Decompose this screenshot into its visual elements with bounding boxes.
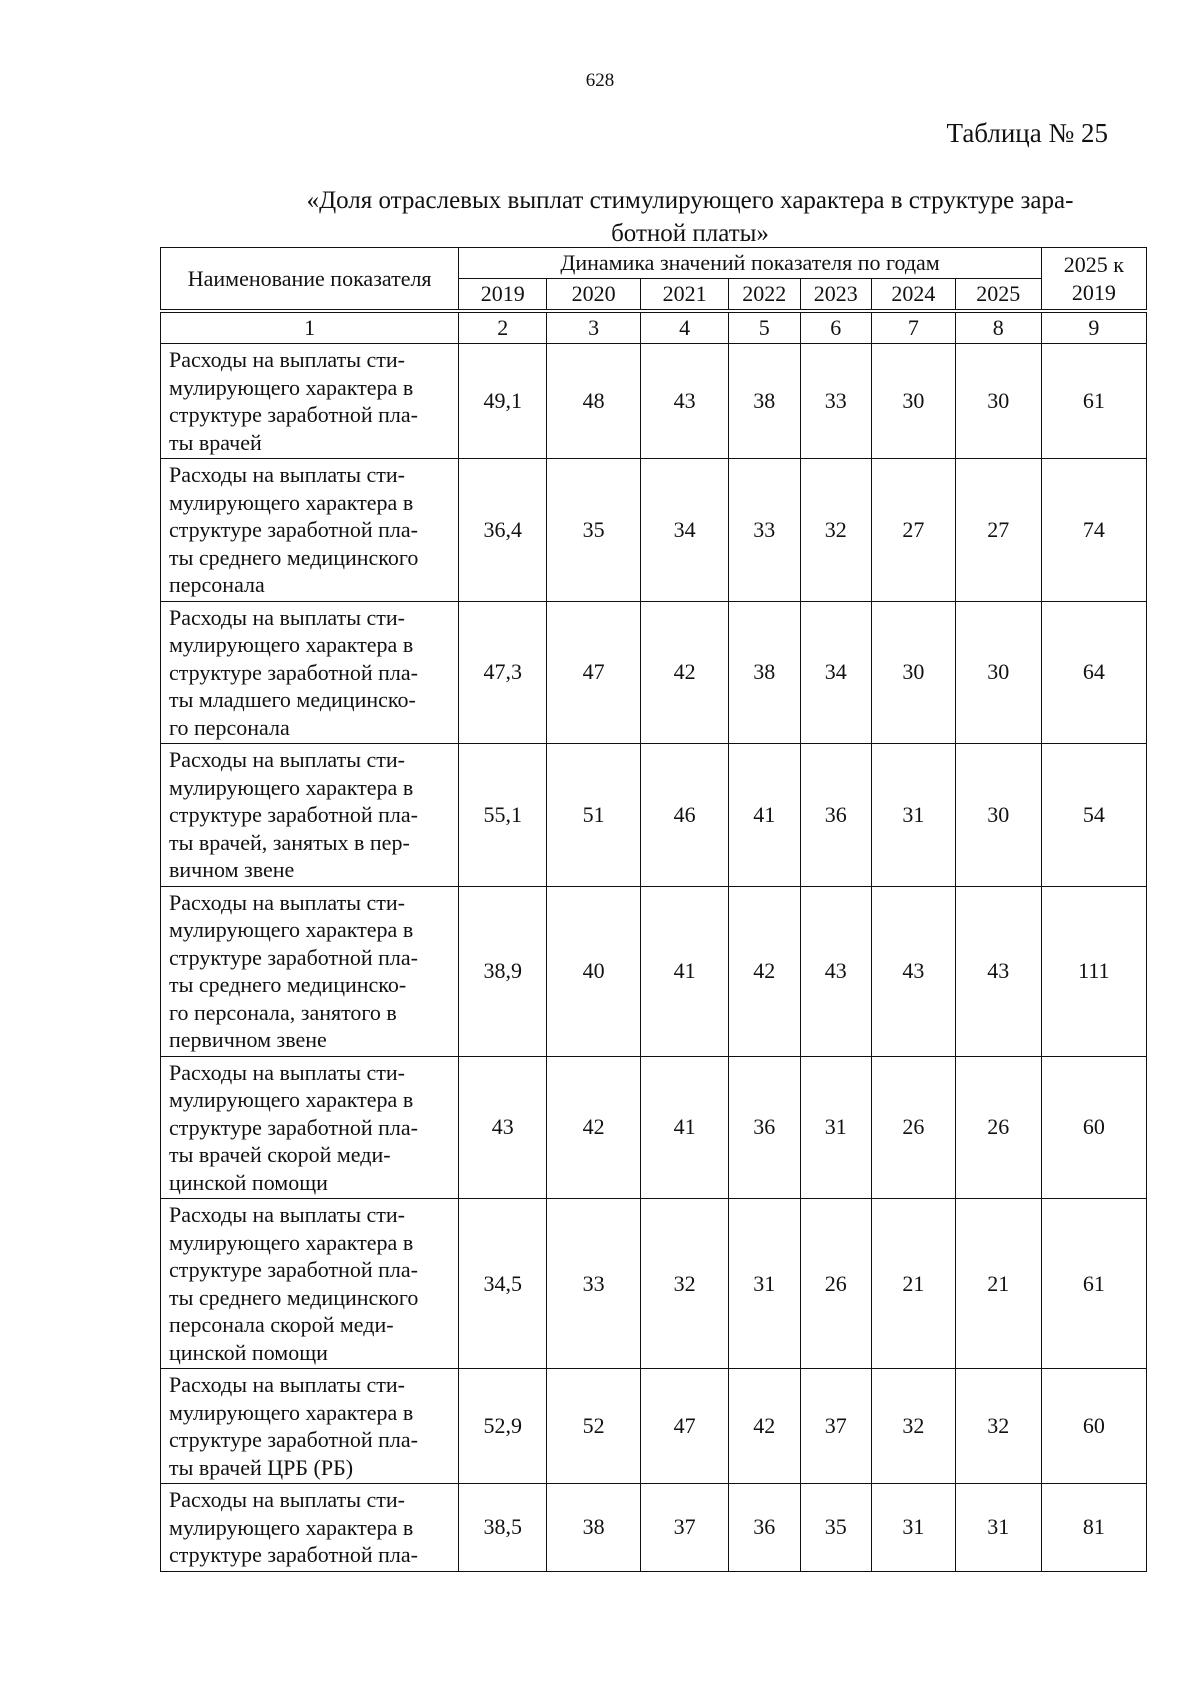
value-cell-2020: 47 — [547, 601, 641, 744]
indicator-name-line: ты среднего медицинского — [169, 1284, 419, 1310]
value-cell-2020: 48 — [547, 344, 641, 459]
indicator-table — [160, 247, 1147, 1572]
indicator-name-line: Расходы на выплаты сти- — [169, 1372, 406, 1397]
header-year-2024: 2024 — [872, 279, 956, 312]
header-ratio-line: 2019 — [1071, 279, 1116, 305]
value-cell-2024: 30 — [872, 344, 956, 459]
value-cell-2023: 33 — [800, 344, 872, 459]
value-cell-2021: 47 — [641, 1369, 729, 1484]
indicator-name-cell — [161, 1484, 459, 1572]
value-cell-2021: 42 — [641, 601, 729, 744]
indicator-name-line: Расходы на выплаты сти- — [169, 347, 406, 372]
value-cell-2023: 34 — [800, 601, 872, 744]
indicator-name-cell — [161, 744, 459, 887]
indicator-name-line: структуре заработной пла- — [169, 802, 418, 827]
header-year-2019: 2019 — [459, 279, 547, 312]
indicator-name-line: структуре заработной пла- — [169, 1114, 418, 1140]
table-label: Таблица № 25 — [946, 118, 1108, 148]
value-cell-2019: 34,5 — [459, 1199, 547, 1369]
value-cell-2020: 40 — [547, 886, 641, 1056]
value-cell-ratio: 61 — [1041, 344, 1146, 459]
value-cell-2023: 43 — [800, 886, 872, 1056]
value-cell-2025: 30 — [955, 344, 1041, 459]
indicator-name-line: го персонала — [169, 714, 290, 740]
value-cell-2025: 26 — [955, 1056, 1041, 1199]
value-cell-2022: 42 — [729, 1369, 801, 1484]
value-cell-2022: 31 — [729, 1199, 801, 1369]
table-row — [161, 1484, 1147, 1572]
indicator-name-cell — [161, 459, 459, 602]
indicator-name-line: мулирующего характера в — [169, 1229, 414, 1255]
indicator-name-line: Расходы на выплаты сти- — [169, 1059, 406, 1085]
value-cell-2024: 31 — [872, 744, 956, 887]
indicator-name-line: ты врачей, занятых в пер- — [169, 829, 410, 855]
table-row — [161, 459, 1147, 602]
header-ratio — [1041, 248, 1146, 312]
column-index-cell: 5 — [729, 311, 801, 344]
value-cell-2023: 32 — [800, 459, 872, 602]
indicator-name-line: первичном звене — [169, 1027, 327, 1052]
indicator-name-line: персонала скорой меди- — [169, 1312, 394, 1337]
indicator-name-line: мулирующего характера в — [169, 917, 414, 942]
value-cell-2025: 27 — [955, 459, 1041, 602]
indicator-name-cell — [161, 601, 459, 744]
header-year-2022: 2022 — [729, 279, 801, 312]
indicator-name-line: структуре заработной пла- — [169, 1542, 418, 1567]
indicator-name-line: цинской помощи — [169, 1339, 328, 1365]
header-year-2020: 2020 — [547, 279, 641, 312]
value-cell-2021: 34 — [641, 459, 729, 602]
column-index-cell: 4 — [641, 311, 729, 344]
table-row — [161, 1199, 1147, 1369]
indicator-name-line: структуре заработной пла- — [169, 944, 418, 970]
indicator-name-line: мулирующего характера в — [169, 774, 414, 800]
indicator-name-line: мулирующего характера в — [169, 1399, 414, 1425]
value-cell-2022: 36 — [729, 1056, 801, 1199]
indicator-name-line: структуре заработной пла- — [169, 402, 418, 427]
table-row — [161, 601, 1147, 744]
value-cell-ratio: 81 — [1041, 1484, 1146, 1572]
value-cell-2020: 38 — [547, 1484, 641, 1572]
column-index-row — [161, 311, 1147, 344]
indicator-name-line: ты среднего медицинского — [169, 544, 419, 570]
header-row — [161, 248, 1147, 279]
value-cell-ratio: 74 — [1041, 459, 1146, 602]
indicator-name-line: Расходы на выплаты сти- — [169, 462, 406, 487]
column-index-cell: 9 — [1041, 311, 1146, 344]
column-index-cell: 3 — [547, 311, 641, 344]
column-index-cell: 8 — [955, 311, 1041, 344]
value-cell-2024: 21 — [872, 1199, 956, 1369]
value-cell-2025: 30 — [955, 601, 1041, 744]
table-row — [161, 344, 1147, 459]
value-cell-2019: 55,1 — [459, 744, 547, 887]
value-cell-2020: 42 — [547, 1056, 641, 1199]
indicator-name-line: персонала — [169, 572, 265, 597]
indicator-name-line: Расходы на выплаты сти- — [169, 747, 406, 772]
table-row — [161, 1056, 1147, 1199]
indicator-name-line: ты врачей — [169, 429, 262, 455]
header-year-2025: 2025 — [955, 279, 1041, 312]
value-cell-ratio: 111 — [1041, 886, 1146, 1056]
header-year-dynamics: Динамика значений показателя по годам — [459, 248, 1041, 279]
document-title — [200, 184, 1180, 250]
value-cell-2024: 32 — [872, 1369, 956, 1484]
indicator-name-line: мулирующего характера в — [169, 489, 414, 515]
indicator-name-line: Расходы на выплаты сти- — [169, 1202, 406, 1227]
indicator-name-cell — [161, 1369, 459, 1484]
value-cell-ratio: 64 — [1041, 601, 1146, 744]
value-cell-2021: 41 — [641, 1056, 729, 1199]
indicator-name-cell — [161, 886, 459, 1056]
indicator-name-line: го персонала, занятого в — [169, 999, 397, 1025]
indicator-name-line: Расходы на выплаты сти- — [169, 889, 406, 915]
value-cell-2022: 36 — [729, 1484, 801, 1572]
value-cell-ratio: 61 — [1041, 1199, 1146, 1369]
value-cell-2023: 35 — [800, 1484, 872, 1572]
indicator-name-line: мулирующего характера в — [169, 1514, 414, 1540]
value-cell-2024: 30 — [872, 601, 956, 744]
indicator-name-line: ты среднего медицинско- — [169, 972, 407, 997]
indicator-name-line: Расходы на выплаты сти- — [169, 604, 406, 630]
indicator-name-line: цинской помощи — [169, 1169, 328, 1195]
indicator-name-line: вичном звене — [169, 857, 295, 882]
value-cell-2023: 36 — [800, 744, 872, 887]
value-cell-2023: 37 — [800, 1369, 872, 1484]
value-cell-2022: 38 — [729, 344, 801, 459]
value-cell-2019: 47,3 — [459, 601, 547, 744]
value-cell-2024: 31 — [872, 1484, 956, 1572]
value-cell-2025: 31 — [955, 1484, 1041, 1572]
column-index-cell: 6 — [800, 311, 872, 344]
value-cell-2023: 26 — [800, 1199, 872, 1369]
value-cell-2024: 27 — [872, 459, 956, 602]
value-cell-2022: 42 — [729, 886, 801, 1056]
indicator-name-line: ты младшего медицинско- — [169, 687, 416, 712]
column-index-cell: 7 — [872, 311, 956, 344]
column-index-cell: 2 — [459, 311, 547, 344]
value-cell-2022: 38 — [729, 601, 801, 744]
indicator-name-cell — [161, 1056, 459, 1199]
value-cell-2023: 31 — [800, 1056, 872, 1199]
table-row — [161, 886, 1147, 1056]
value-cell-2020: 51 — [547, 744, 641, 887]
page-number: 628 — [585, 70, 615, 91]
indicator-name-line: Расходы на выплаты сти- — [169, 1487, 406, 1512]
value-cell-2021: 43 — [641, 344, 729, 459]
value-cell-2019: 52,9 — [459, 1369, 547, 1484]
indicator-name-line: мулирующего характера в — [169, 374, 414, 400]
indicator-name-line: структуре заработной пла- — [169, 1257, 418, 1282]
column-index-cell: 1 — [161, 311, 459, 344]
value-cell-2019: 49,1 — [459, 344, 547, 459]
indicator-name-line: структуре заработной пла- — [169, 517, 418, 542]
indicator-name-line: структуре заработной пла- — [169, 659, 418, 685]
value-cell-2020: 35 — [547, 459, 641, 602]
indicator-name-cell — [161, 344, 459, 459]
value-cell-2019: 38,5 — [459, 1484, 547, 1572]
value-cell-2022: 41 — [729, 744, 801, 887]
value-cell-2019: 43 — [459, 1056, 547, 1199]
value-cell-2022: 33 — [729, 459, 801, 602]
header-year-2021: 2021 — [641, 279, 729, 312]
value-cell-2019: 36,4 — [459, 459, 547, 602]
value-cell-ratio: 54 — [1041, 744, 1146, 887]
indicator-name-line: ты врачей скорой меди- — [169, 1142, 391, 1167]
value-cell-2025: 30 — [955, 744, 1041, 887]
title-line: «Доля отраслевых выплат стимулирующего характера в структуре зара- — [306, 187, 1074, 214]
value-cell-2024: 43 — [872, 886, 956, 1056]
value-cell-2025: 21 — [955, 1199, 1041, 1369]
value-cell-2021: 41 — [641, 886, 729, 1056]
value-cell-ratio: 60 — [1041, 1056, 1146, 1199]
value-cell-2020: 33 — [547, 1199, 641, 1369]
indicator-name-cell — [161, 1199, 459, 1369]
indicator-name-line: ты врачей ЦРБ (РБ) — [169, 1454, 354, 1480]
header-indicator-name: Наименование показателя — [161, 248, 459, 312]
value-cell-2021: 46 — [641, 744, 729, 887]
title-line: ботной платы» — [611, 220, 769, 247]
table-row — [161, 744, 1147, 887]
indicator-name-line: мулирующего характера в — [169, 1087, 414, 1112]
indicator-name-line: мулирующего характера в — [169, 632, 414, 657]
value-cell-2025: 43 — [955, 886, 1041, 1056]
header-year-2023: 2023 — [800, 279, 872, 312]
indicator-name-line: структуре заработной пла- — [169, 1427, 418, 1452]
table-row — [161, 1369, 1147, 1484]
value-cell-2020: 52 — [547, 1369, 641, 1484]
value-cell-2024: 26 — [872, 1056, 956, 1199]
value-cell-2019: 38,9 — [459, 886, 547, 1056]
value-cell-2025: 32 — [955, 1369, 1041, 1484]
value-cell-ratio: 60 — [1041, 1369, 1146, 1484]
header-ratio-line: 2025 к — [1063, 251, 1124, 277]
value-cell-2021: 32 — [641, 1199, 729, 1369]
value-cell-2021: 37 — [641, 1484, 729, 1572]
